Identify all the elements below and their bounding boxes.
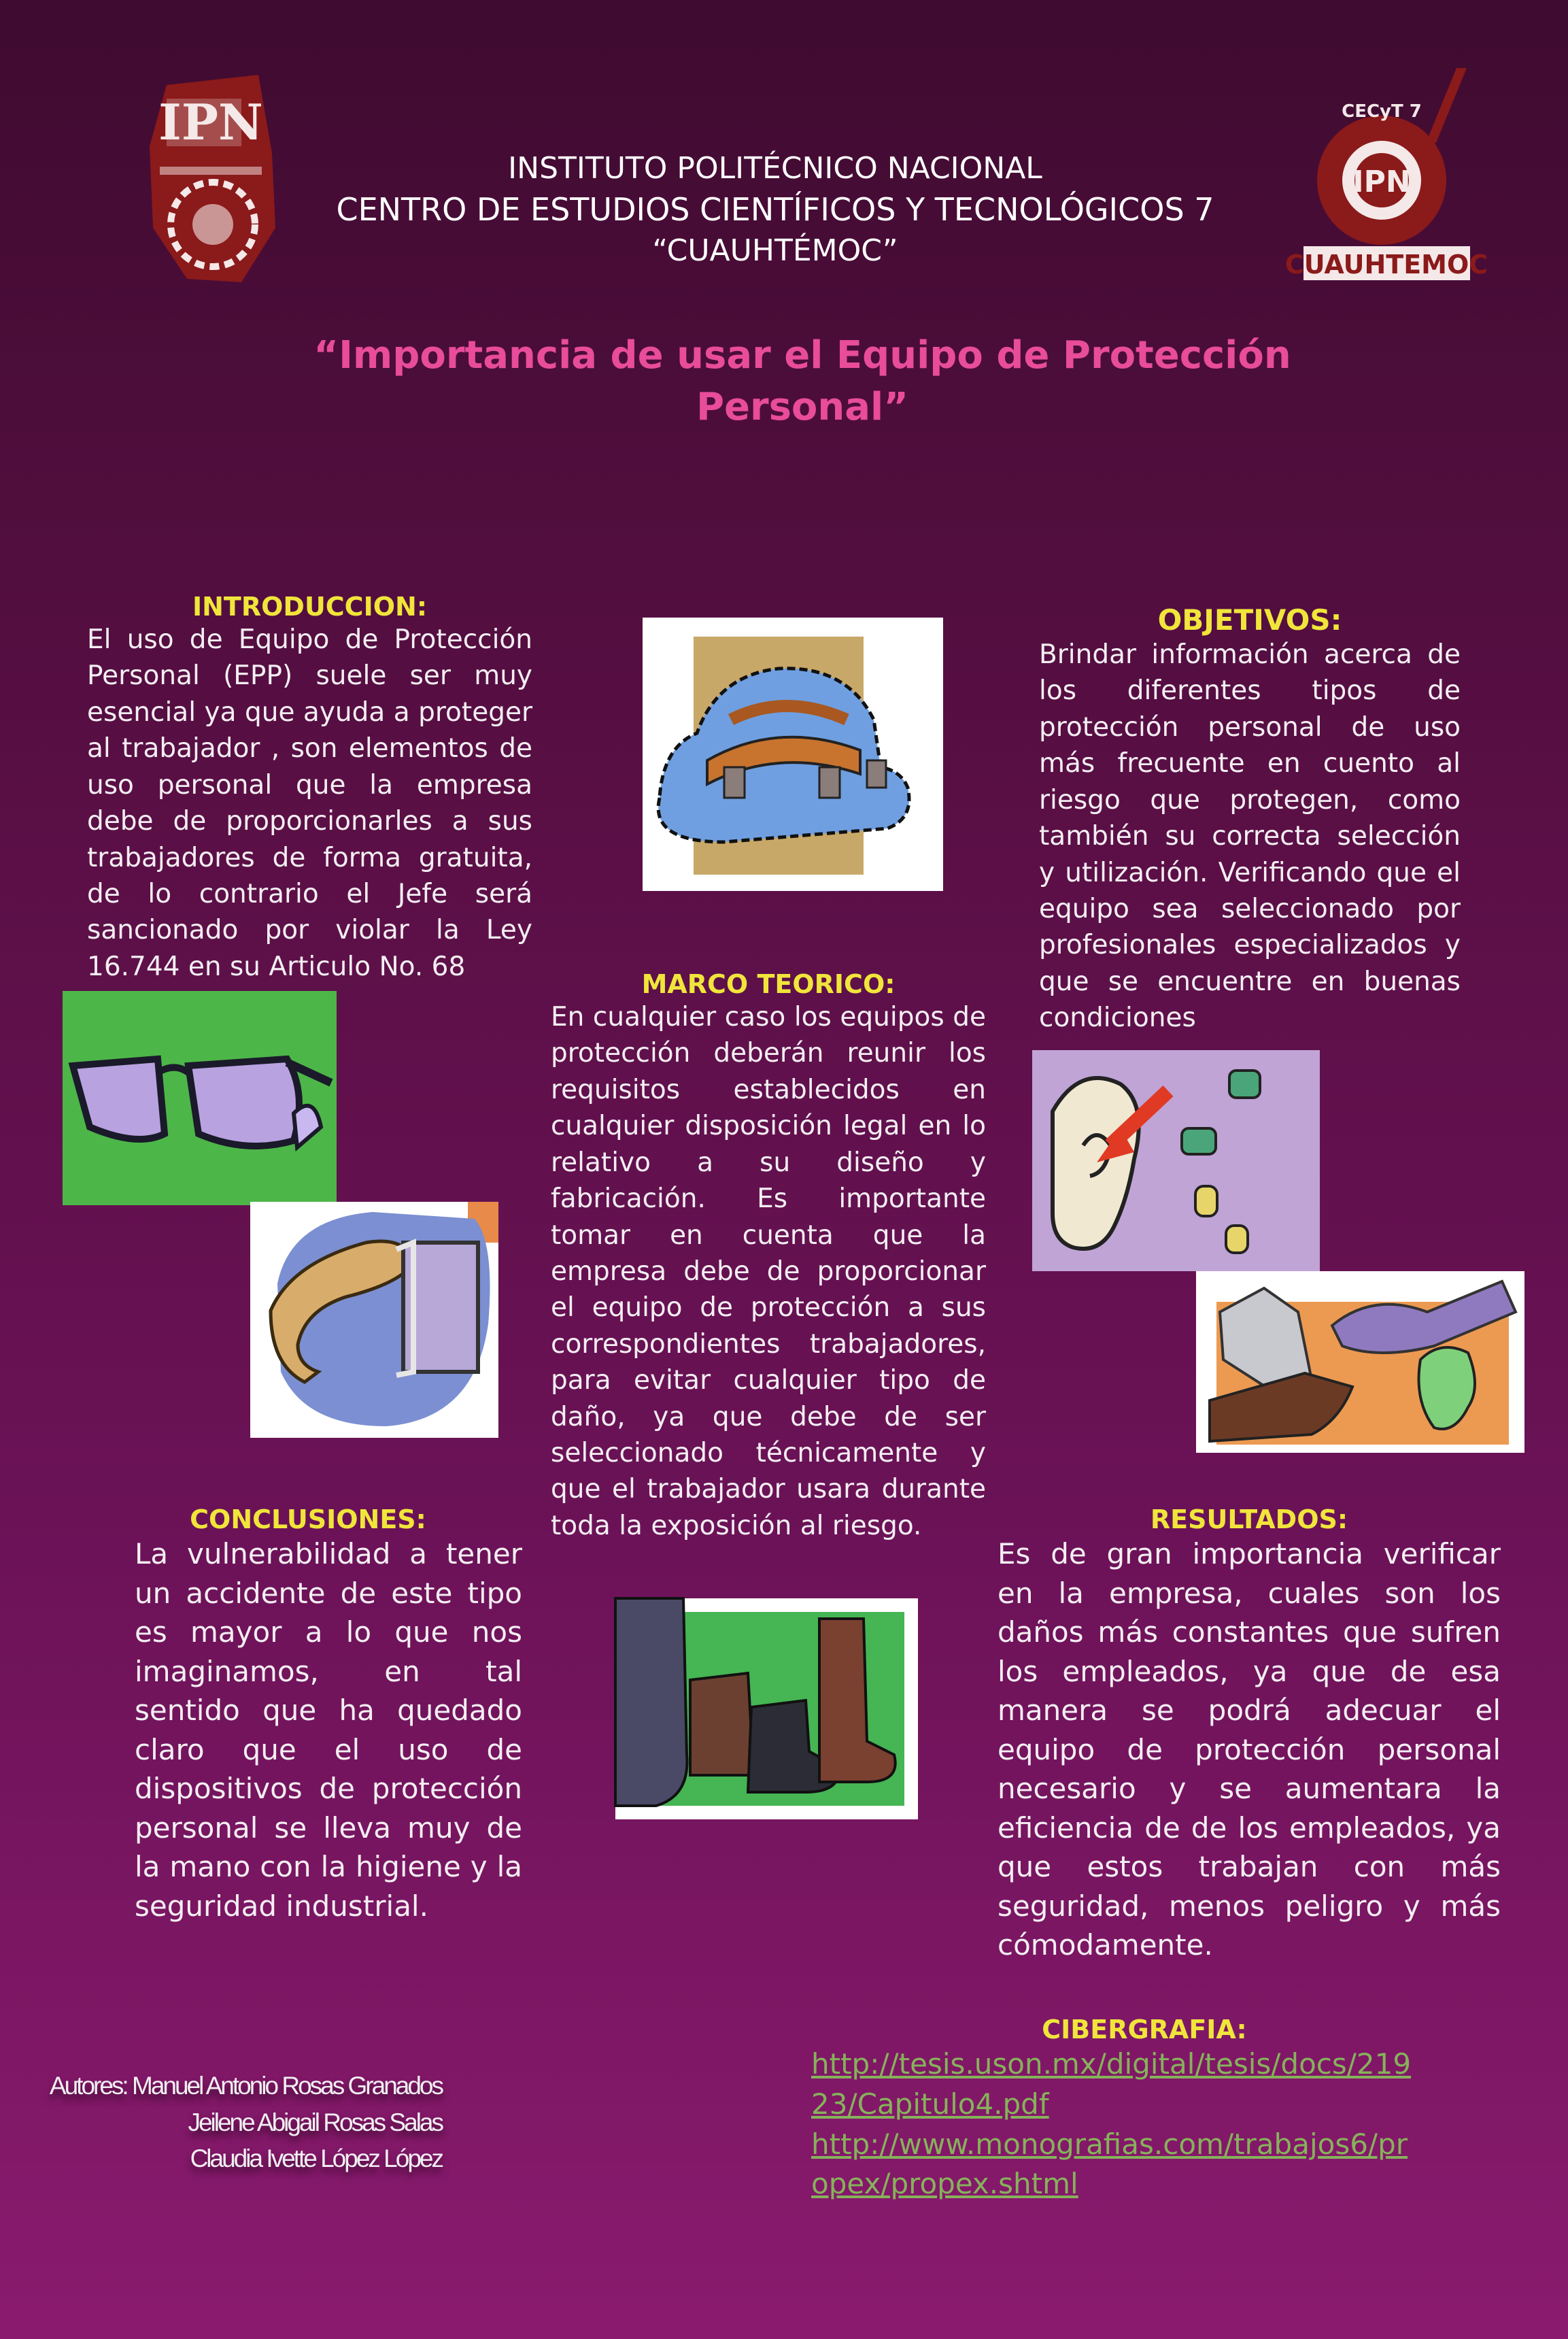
- results-text: Es de gran importancia verificar en la empresa, cuales son los daños más constantes que sufren los empleados, ya que de esa manera se podrá adecuar el equipo de protección personal necesario y se aumentara la eficiencia de de los empleados, ya que estos trabajan con más seguridad, menos peligro y más cómodamente.: [998, 1537, 1501, 1962]
- conclusions-text: La vulnerabilidad a tener un accidente de este tipo es mayor a lo que nos imaginamos, en tal sentido que ha quedado claro que el uso de dispositivos de protección personal se lleva muy de la mano con la higiene y la seguridad industrial.: [135, 1537, 522, 1923]
- institution-name: INSTITUTO POLITÉCNICO NACIONAL: [508, 151, 1042, 186]
- svg-text:CECyT 7: CECyT 7: [1342, 101, 1422, 122]
- marco-text: En cualquier caso los equipos de protección deberán reunir los requisitos establecidos en cualquier disposición legal en lo relativo a su diseño y fabricación. Es importante tomar en cuenta que la empresa debe de proporcionar el equipo de protección a sus correspondientes trabajadores, para evitar cualquier tipo de daño, ya que debe de ser seleccionado técnicamente y que el trabajador usara durante toda la exposición al riesgo.: [551, 1002, 986, 1541]
- author-line-2: Jeilene Abigail Rosas Salas: [188, 2108, 442, 2136]
- cecyt-logo: [1284, 68, 1488, 286]
- objectives-text: Brindar información acerca de los diferentes tipos de protección personal de uso más frecuente en cuento al riesgo que protegen, como también su correcta selección y utilización. Verificando que el equipo sea seleccionado por profesionales especializados y que se encuentre en buenas condiciones: [1039, 639, 1461, 1034]
- objectives-heading: OBJETIVOS:: [1157, 603, 1342, 637]
- safety-boots-image: [615, 1598, 918, 1819]
- campus-name: “CUAUHTÉMOC”: [652, 233, 898, 269]
- marco-heading: MARCO TEORICO:: [641, 969, 896, 999]
- results-heading: RESULTADOS:: [1150, 1504, 1348, 1534]
- svg-text:CUAUHTEMOC: CUAUHTEMOC: [1284, 250, 1488, 280]
- objectives-section: [1039, 603, 1461, 1037]
- intro-section: [87, 592, 532, 985]
- cibergrafia-section: [811, 2015, 1423, 2204]
- author-line-3: Claudia Ivette López López: [190, 2144, 442, 2173]
- author-line-1: Autores: Manuel Antonio Rosas Granados: [49, 2072, 442, 2100]
- center-name: CENTRO DE ESTUDIOS CIENTÍFICOS Y TECNOLÓGICOS 7: [336, 191, 1214, 229]
- poster-title: [292, 330, 1312, 433]
- safety-glasses-image: [63, 991, 337, 1205]
- poster-title-line1: “Importancia de usar el Equipo de Protección: [313, 333, 1291, 377]
- cibergrafia-link-1[interactable]: http://tesis.uson.mx/digital/tesis/docs/21923/Capitulo4.pdf: [811, 2047, 1412, 2121]
- header-block: [292, 148, 1258, 271]
- cibergrafia-link-2[interactable]: http://www.monografias.com/trabajos6/propex/propex.shtml: [811, 2127, 1408, 2201]
- ipn-logo: [139, 71, 286, 289]
- intro-text: El uso de Equipo de Protección Personal (EPP) suele ser muy esencial ya que ayuda a proteger al trabajador , son elementos de uso personal que la empresa debe de proporcionarles a sus trabajadores de forma gratuita, de lo contrario el Jefe será sancionado por violar la Ley 16.744 en su Articulo No. 68: [87, 624, 532, 982]
- hardhat-suspension-image: [643, 618, 943, 891]
- svg-text:IPN: IPN: [1352, 165, 1411, 199]
- results-section: [998, 1504, 1501, 1965]
- ear-protection-image: [1032, 1050, 1320, 1271]
- poster-title-line2: Personal”: [696, 384, 909, 429]
- face-shield-image: [250, 1202, 498, 1438]
- authors-block: [41, 2068, 442, 2177]
- svg-text:IPN: IPN: [158, 93, 263, 151]
- conclusions-section: [135, 1504, 522, 1925]
- gloves-image: [1196, 1271, 1524, 1453]
- cibergrafia-heading: CIBERGRAFIA:: [1042, 2015, 1247, 2044]
- marco-section: [551, 969, 986, 1544]
- conclusions-heading: CONCLUSIONES:: [190, 1504, 426, 1534]
- intro-heading: INTRODUCCION:: [192, 592, 428, 622]
